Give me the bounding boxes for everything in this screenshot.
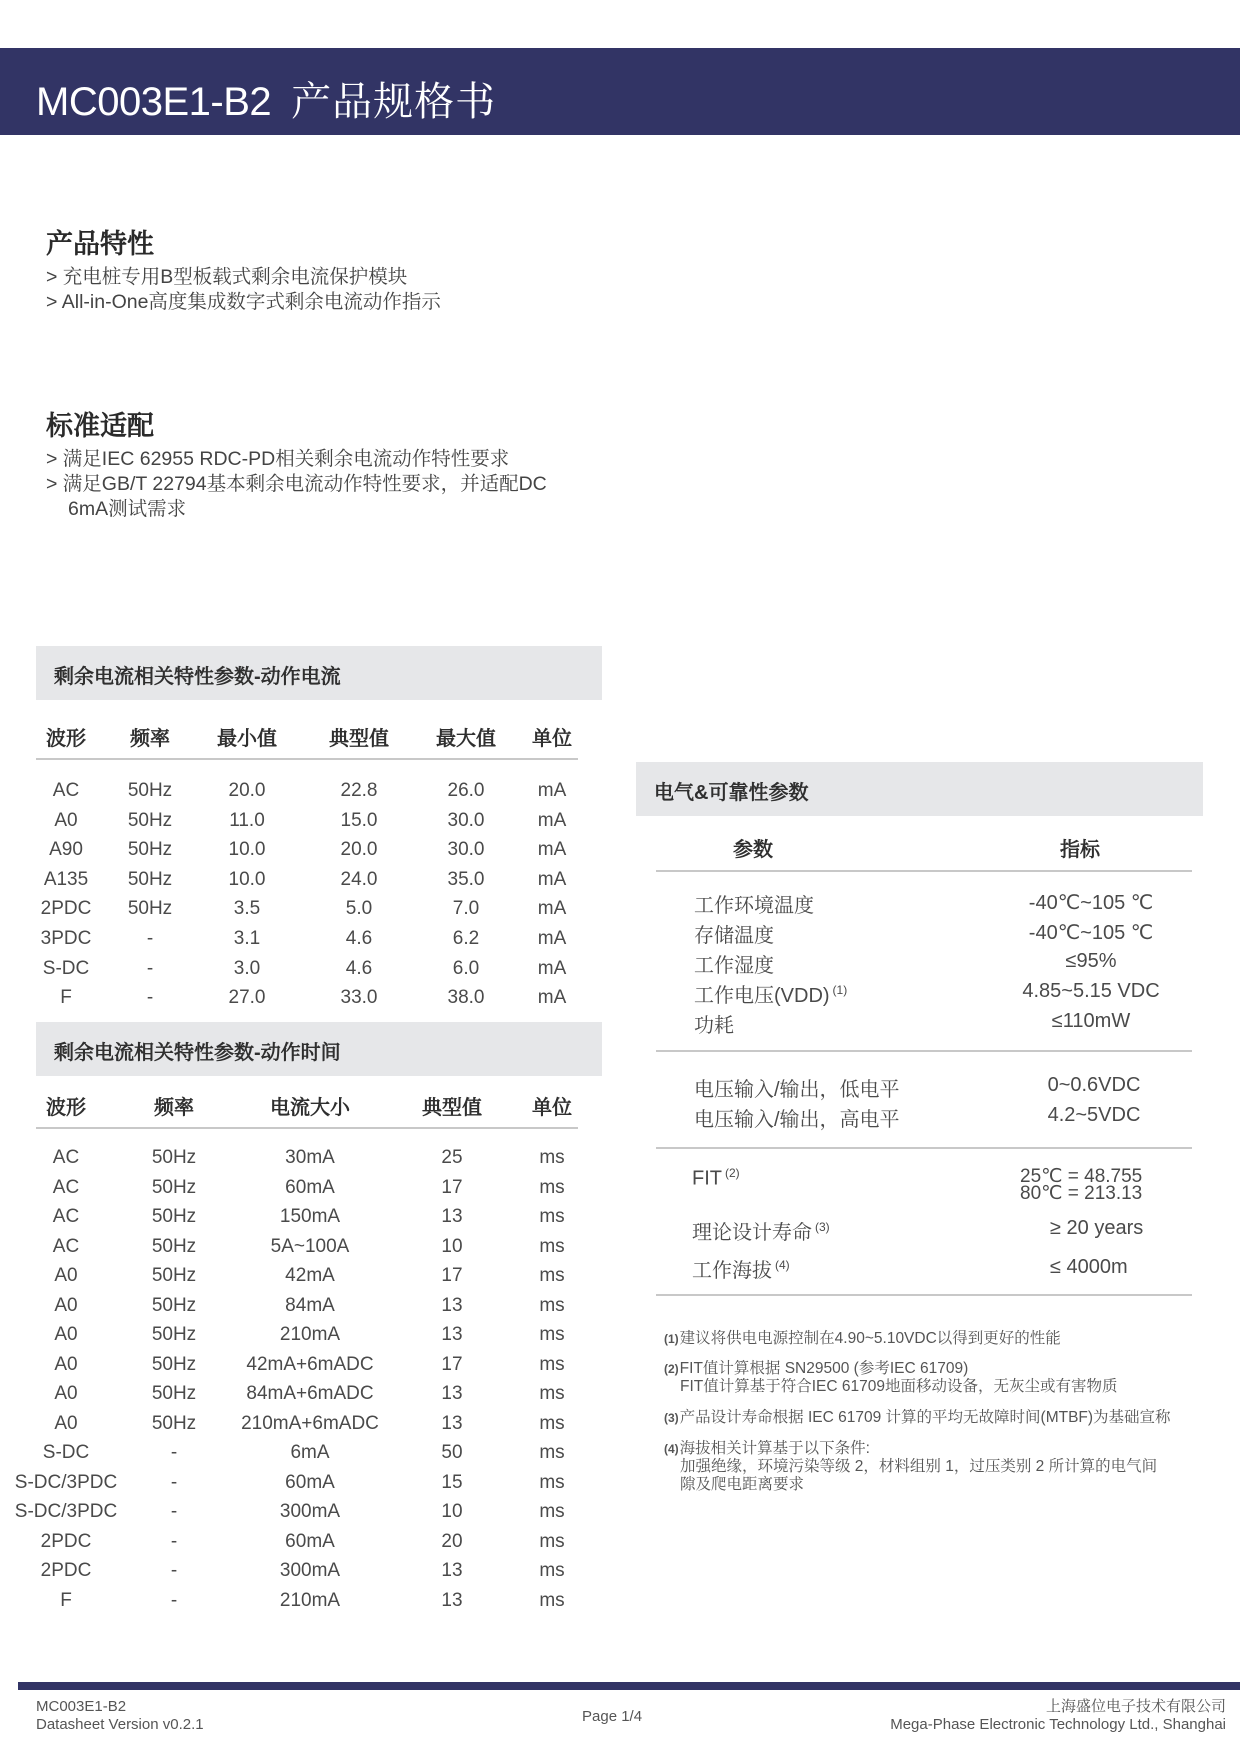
footnote-number: (1) bbox=[664, 1332, 679, 1346]
current-cell-max: 6.0 bbox=[452, 957, 480, 979]
time-cell-waveform: A0 bbox=[54, 1412, 78, 1434]
time-cell-waveform: A0 bbox=[54, 1265, 78, 1286]
time-cell-waveform: AC bbox=[52, 1176, 80, 1198]
time-cell-waveform: AC bbox=[52, 1235, 80, 1257]
elec-header-value: 指标 bbox=[1060, 839, 1100, 861]
time-cell-current: 30mA bbox=[285, 1147, 335, 1168]
current-cell-frequency: 50Hz bbox=[127, 809, 173, 831]
current-cell-frequency: 50Hz bbox=[127, 868, 173, 890]
footnote bbox=[664, 1360, 1118, 1396]
elec-table-band bbox=[636, 762, 1203, 816]
time-cell-unit: ms bbox=[539, 1530, 565, 1552]
footnote-text: 海拔相关计算基于以下条件: bbox=[679, 1440, 870, 1457]
elec-rule-1 bbox=[656, 870, 1192, 872]
elec-rule-4 bbox=[656, 1294, 1192, 1296]
current-cell-frequency: - bbox=[146, 957, 154, 979]
current-cell-min: 11.0 bbox=[229, 809, 265, 831]
time-table-band bbox=[36, 1022, 602, 1076]
time-cell-unit: ms bbox=[539, 1442, 565, 1463]
time-cell-unit: ms bbox=[539, 1265, 565, 1286]
footnote-line bbox=[664, 1360, 1118, 1378]
footnote bbox=[664, 1330, 1061, 1348]
time-cell-frequency: - bbox=[170, 1560, 178, 1581]
footnote bbox=[664, 1440, 1157, 1494]
current-cell-max: 38.0 bbox=[447, 987, 485, 1009]
current-header-typical: 典型值 bbox=[329, 728, 389, 750]
time-cell-frequency: - bbox=[170, 1501, 178, 1522]
time-cell-typical: 20 bbox=[441, 1530, 463, 1552]
current-cell-frequency: - bbox=[146, 987, 154, 1009]
footnote-text: 产品设计寿命根据 IEC 61709 计算的平均无故障时间(MTBF)为基础宣称 bbox=[679, 1409, 1171, 1426]
time-cell-current: 84mA+6mADC bbox=[246, 1383, 374, 1404]
footnote-text: FIT值计算根据 SN29500 (参考IEC 61709) bbox=[679, 1360, 969, 1377]
time-cell-frequency: - bbox=[170, 1530, 178, 1552]
current-cell-max: 30.0 bbox=[447, 809, 485, 831]
current-cell-max: 7.0 bbox=[452, 898, 480, 920]
current-header-unit: 单位 bbox=[532, 728, 572, 750]
current-cell-waveform: F bbox=[60, 987, 72, 1009]
elec-param: 功耗 bbox=[694, 1015, 734, 1037]
current-cell-waveform: AC bbox=[52, 780, 80, 801]
time-cell-frequency: - bbox=[170, 1471, 178, 1493]
current-cell-typical: 33.0 bbox=[340, 987, 378, 1009]
footnote-text: 隙及爬电距离要求 bbox=[680, 1476, 805, 1493]
time-cell-typical: 17 bbox=[441, 1353, 463, 1375]
current-table-header-rule bbox=[36, 758, 578, 760]
time-cell-current: 84mA bbox=[285, 1294, 335, 1316]
time-cell-frequency: - bbox=[170, 1442, 178, 1463]
current-cell-unit: mA bbox=[537, 928, 567, 949]
current-cell-min: 27.0 bbox=[228, 987, 266, 1009]
footer-bar bbox=[18, 1682, 1240, 1690]
time-cell-current: 300mA bbox=[279, 1501, 341, 1522]
features-title: 产品特性 bbox=[46, 229, 154, 259]
current-cell-unit: mA bbox=[537, 809, 567, 831]
current-cell-typical: 20.0 bbox=[340, 839, 378, 861]
time-cell-unit: ms bbox=[539, 1560, 565, 1581]
time-cell-typical: 13 bbox=[441, 1560, 463, 1581]
footnote-number: (3) bbox=[664, 1411, 679, 1425]
time-cell-current: 5A~100A bbox=[270, 1235, 350, 1257]
current-cell-unit: mA bbox=[537, 898, 567, 920]
time-cell-current: 300mA bbox=[279, 1560, 341, 1581]
header-banner bbox=[0, 48, 1240, 135]
altitude-value: ≤ 4000m bbox=[1050, 1256, 1128, 1278]
time-cell-frequency: 50Hz bbox=[151, 1206, 197, 1227]
current-cell-waveform: 2PDC bbox=[40, 898, 92, 920]
current-cell-typical: 24.0 bbox=[340, 868, 378, 890]
time-cell-unit: ms bbox=[539, 1471, 565, 1493]
time-cell-typical: 50 bbox=[441, 1442, 463, 1463]
elec-rule-3 bbox=[656, 1147, 1192, 1149]
footer-company-cn: 上海盛位电子技术有限公司 bbox=[1045, 1698, 1226, 1715]
footnote-number: (4) bbox=[664, 1442, 679, 1456]
time-cell-waveform: S-DC/3PDC bbox=[14, 1471, 118, 1493]
current-table-title: 剩余电流相关特性参数-动作电流 bbox=[54, 666, 341, 688]
time-cell-current: 6mA bbox=[290, 1442, 330, 1463]
current-cell-typical: 22.8 bbox=[340, 780, 378, 801]
current-cell-min: 3.0 bbox=[233, 957, 261, 979]
time-cell-typical: 10 bbox=[441, 1501, 463, 1522]
time-cell-current: 60mA bbox=[285, 1471, 335, 1493]
time-cell-unit: ms bbox=[539, 1353, 565, 1375]
standards-title: 标准适配 bbox=[46, 411, 154, 441]
current-cell-frequency: 50Hz bbox=[127, 898, 173, 920]
current-cell-waveform: 3PDC bbox=[40, 928, 92, 949]
current-cell-typical: 15.0 bbox=[340, 809, 378, 831]
footnote bbox=[664, 1409, 1171, 1427]
time-cell-unit: ms bbox=[539, 1294, 565, 1316]
current-cell-typical: 5.0 bbox=[345, 898, 373, 920]
current-cell-min: 20.0 bbox=[228, 780, 266, 801]
current-cell-waveform: S-DC bbox=[42, 957, 90, 979]
time-cell-typical: 13 bbox=[441, 1206, 463, 1227]
elec-value: ≤95% bbox=[1065, 950, 1117, 972]
footnote-line bbox=[664, 1330, 1061, 1348]
time-cell-typical: 15 bbox=[441, 1471, 463, 1493]
footnote-text: 建议将供电电源控制在4.90~5.10VDC以得到更好的性能 bbox=[679, 1330, 1061, 1347]
current-cell-min: 3.1 bbox=[233, 928, 261, 949]
current-header-waveform: 波形 bbox=[46, 728, 86, 750]
time-cell-frequency: 50Hz bbox=[151, 1235, 197, 1257]
elec-value: 4.85~5.15 VDC bbox=[1022, 980, 1160, 1002]
footer-company-en: Mega-Phase Electronic Technology Ltd., Shanghai bbox=[890, 1716, 1226, 1733]
time-cell-frequency: 50Hz bbox=[151, 1176, 197, 1198]
current-cell-max: 35.0 bbox=[447, 868, 485, 890]
elec-value: -40℃~105 ℃ bbox=[1028, 892, 1154, 914]
time-cell-current: 210mA+6mADC bbox=[241, 1412, 379, 1434]
elec-rule-2 bbox=[656, 1050, 1192, 1052]
time-cell-frequency: 50Hz bbox=[151, 1383, 197, 1404]
time-cell-unit: ms bbox=[539, 1412, 565, 1434]
time-cell-unit: ms bbox=[539, 1235, 565, 1257]
elec-param: 工作电压(VDD) $^{(1)}$ bbox=[694, 983, 848, 1007]
time-cell-unit: ms bbox=[539, 1501, 565, 1522]
elec-table-title: 电气&可靠性参数 bbox=[654, 782, 809, 804]
current-cell-typical: 4.6 bbox=[345, 957, 373, 979]
footnote-line bbox=[664, 1378, 1118, 1396]
time-cell-typical: 13 bbox=[441, 1383, 463, 1404]
time-cell-frequency: 50Hz bbox=[151, 1294, 197, 1316]
time-cell-unit: ms bbox=[539, 1324, 565, 1345]
fit-value-1: 25℃ = 48.755 bbox=[1020, 1166, 1143, 1187]
life-value: ≥ 20 years bbox=[1050, 1217, 1144, 1239]
standard-item-1: > 满足IEC 62955 RDC-PD相关剩余电流动作特性要求 bbox=[46, 448, 510, 470]
time-header-typical: 典型值 bbox=[422, 1097, 482, 1119]
time-cell-frequency: 50Hz bbox=[151, 1324, 197, 1345]
footer-model: MC003E1-B2 bbox=[36, 1698, 127, 1715]
time-cell-unit: ms bbox=[539, 1383, 565, 1404]
time-cell-frequency: 50Hz bbox=[151, 1265, 197, 1286]
elec-param: 工作环境温度 bbox=[694, 895, 814, 917]
current-cell-min: 10.0 bbox=[228, 868, 266, 890]
current-cell-min: 3.5 bbox=[233, 898, 261, 920]
current-cell-unit: mA bbox=[537, 839, 567, 861]
time-cell-typical: 17 bbox=[441, 1176, 463, 1198]
page-title bbox=[36, 70, 496, 127]
time-cell-waveform: A0 bbox=[54, 1383, 78, 1404]
elec-param: 工作湿度 bbox=[694, 955, 774, 977]
elec-param: 电压输入/输出，高电平 bbox=[694, 1109, 900, 1131]
time-cell-current: 42mA+6mADC bbox=[246, 1353, 374, 1375]
time-header-current: 电流大小 bbox=[270, 1097, 350, 1119]
time-cell-waveform: AC bbox=[52, 1206, 80, 1227]
time-cell-current: 210mA bbox=[279, 1324, 341, 1345]
time-cell-typical: 13 bbox=[441, 1589, 463, 1611]
current-cell-max: 26.0 bbox=[447, 780, 485, 801]
current-cell-waveform: A135 bbox=[43, 868, 89, 890]
time-cell-waveform: A0 bbox=[54, 1294, 78, 1316]
elec-value: ≤110mW bbox=[1051, 1010, 1131, 1032]
current-header-max: 最大值 bbox=[436, 728, 496, 750]
time-header-unit: 单位 bbox=[532, 1097, 572, 1119]
footnote-line bbox=[664, 1458, 1157, 1476]
standard-item-2-cont: 6mA测试需求 bbox=[68, 498, 187, 520]
feature-item-2: > All-in-One高度集成数字式剩余电流动作指示 bbox=[46, 291, 441, 313]
current-cell-waveform: A90 bbox=[49, 839, 83, 861]
footnote-text: FIT值计算基于符合IEC 61709地面移动设备，无灰尘或有害物质 bbox=[680, 1378, 1118, 1395]
doc-title: 产品规格书 bbox=[291, 80, 497, 124]
time-cell-waveform: AC bbox=[52, 1147, 80, 1168]
feature-item-1: > 充电桩专用B型板载式剩余电流保护模块 bbox=[46, 266, 408, 288]
time-cell-current: 150mA bbox=[279, 1206, 341, 1227]
time-cell-waveform: S-DC bbox=[42, 1442, 90, 1463]
fit-value-2: 80℃ = 213.13 bbox=[1020, 1183, 1143, 1204]
standard-item-2: > 满足GB/T 22794基本剩余电流动作特性要求，并适配DC bbox=[46, 473, 547, 495]
time-cell-current: 60mA bbox=[285, 1530, 335, 1552]
time-table-header-rule bbox=[36, 1127, 578, 1129]
time-cell-unit: ms bbox=[539, 1176, 565, 1198]
time-cell-frequency: 50Hz bbox=[151, 1412, 197, 1434]
time-cell-unit: ms bbox=[539, 1206, 565, 1227]
time-cell-waveform: 2PDC bbox=[40, 1560, 92, 1581]
time-cell-waveform: A0 bbox=[54, 1353, 78, 1375]
model-name: MC003E1-B2 bbox=[36, 80, 272, 124]
time-cell-typical: 13 bbox=[441, 1324, 463, 1345]
time-header-frequency: 频率 bbox=[154, 1097, 194, 1119]
current-cell-frequency: 50Hz bbox=[127, 780, 173, 801]
time-cell-waveform: F bbox=[60, 1589, 72, 1611]
current-cell-unit: mA bbox=[537, 957, 567, 979]
time-cell-typical: 25 bbox=[441, 1147, 463, 1168]
current-header-frequency: 频率 bbox=[130, 728, 170, 750]
current-cell-max: 6.2 bbox=[452, 928, 480, 949]
footer-version: Datasheet Version v0.2.1 bbox=[36, 1716, 204, 1733]
elec-value: 4.2~5VDC bbox=[1047, 1104, 1141, 1126]
time-cell-current: 42mA bbox=[285, 1265, 335, 1286]
footnote-line bbox=[664, 1409, 1171, 1427]
current-cell-max: 30.0 bbox=[447, 839, 485, 861]
elec-param: 电压输入/输出，低电平 bbox=[694, 1079, 900, 1101]
time-cell-waveform: A0 bbox=[54, 1324, 78, 1345]
footer-page: Page 1/4 bbox=[582, 1708, 643, 1725]
current-cell-frequency: 50Hz bbox=[127, 839, 173, 861]
elec-value: 0~0.6VDC bbox=[1047, 1074, 1141, 1096]
time-cell-waveform: 2PDC bbox=[40, 1530, 92, 1552]
current-header-min: 最小值 bbox=[217, 728, 277, 750]
time-cell-frequency: - bbox=[170, 1589, 178, 1611]
footnote-text: 加强绝缘，环境污染等级 2，材料组别 1，过压类别 2 所计算的电气间 bbox=[680, 1458, 1158, 1475]
time-cell-typical: 13 bbox=[441, 1294, 463, 1316]
current-cell-frequency: - bbox=[146, 928, 154, 949]
current-cell-unit: mA bbox=[537, 868, 567, 890]
current-table-band bbox=[36, 646, 602, 700]
elec-param: 存储温度 bbox=[694, 925, 774, 947]
time-cell-frequency: 50Hz bbox=[151, 1353, 197, 1375]
time-header-waveform: 波形 bbox=[46, 1097, 86, 1119]
elec-value: -40℃~105 ℃ bbox=[1028, 922, 1154, 944]
time-cell-current: 210mA bbox=[279, 1589, 341, 1611]
footnote-line bbox=[664, 1440, 1157, 1458]
elec-header-param: 参数 bbox=[733, 839, 773, 861]
life-param: 理论设计寿命 $^{(3)}$ bbox=[692, 1220, 830, 1244]
current-cell-min: 10.0 bbox=[228, 839, 266, 861]
time-cell-unit: ms bbox=[539, 1589, 565, 1611]
time-cell-waveform: S-DC/3PDC bbox=[14, 1501, 118, 1522]
altitude-param: 工作海拔 $^{(4)}$ bbox=[692, 1258, 790, 1282]
fit-param: FIT $^{(2)}$ bbox=[692, 1166, 740, 1190]
current-cell-typical: 4.6 bbox=[345, 928, 373, 949]
time-cell-typical: 10 bbox=[441, 1235, 463, 1257]
current-cell-unit: mA bbox=[537, 987, 567, 1009]
footnote-number: (2) bbox=[664, 1362, 679, 1376]
current-cell-waveform: A0 bbox=[54, 809, 78, 831]
time-cell-typical: 13 bbox=[441, 1412, 463, 1434]
current-cell-unit: mA bbox=[537, 780, 567, 801]
time-table-title: 剩余电流相关特性参数-动作时间 bbox=[54, 1042, 341, 1064]
time-cell-unit: ms bbox=[539, 1147, 565, 1168]
time-cell-frequency: 50Hz bbox=[151, 1147, 197, 1168]
time-cell-current: 60mA bbox=[285, 1176, 335, 1198]
footnote-line bbox=[664, 1476, 1157, 1494]
time-cell-typical: 17 bbox=[441, 1265, 463, 1286]
